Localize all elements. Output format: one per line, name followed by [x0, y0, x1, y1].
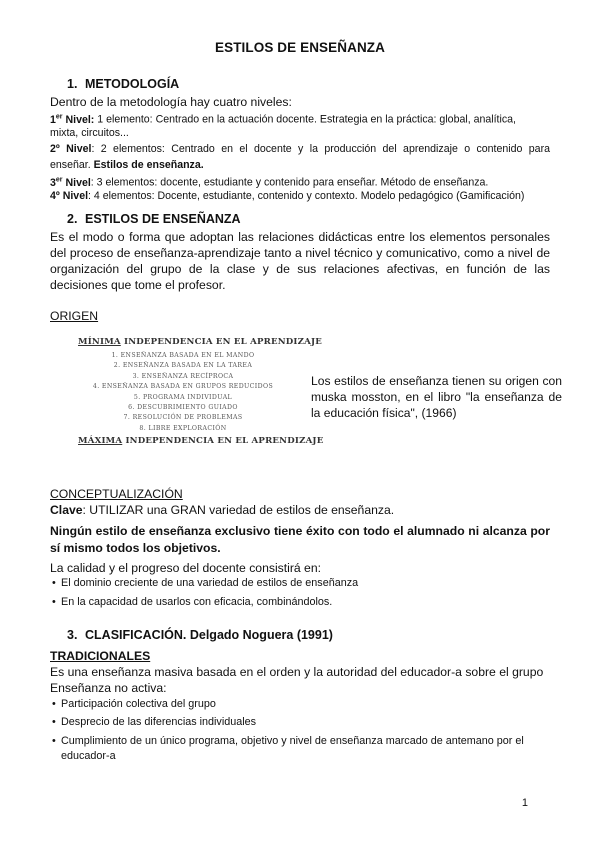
spectrum-figure — [78, 337, 324, 471]
tradicionales-line-2: Enseñanza no activa: — [50, 681, 167, 695]
list-item-text: Cumplimiento de un único programa, objetivo y nivel de enseñanza marcado de antemano por el — [61, 735, 524, 747]
section-heading-metodologia — [67, 77, 179, 91]
list-item — [52, 697, 552, 712]
section-number: 1. — [67, 77, 78, 91]
nivel-2-cont — [50, 157, 550, 173]
origen-heading: ORIGEN — [50, 309, 99, 323]
nivel-2-label: 2º Nivel — [50, 143, 92, 155]
figure-item: 8. LIBRE EXPLORACIÓN — [139, 424, 227, 432]
nivel-1-sup: er — [55, 113, 63, 120]
figure-item: 6. DESCUBRIMIENTO GUIADO — [128, 404, 238, 412]
figure-item: 5. PROGRAMA INDIVIDUAL — [133, 393, 233, 401]
estilos-line-3: organización del grupo de la clase y de sus relaciones afectivas, en función de las — [50, 262, 550, 276]
nivel-4-label: 4º Nivel — [50, 190, 89, 202]
figure-item: 3. ENSEÑANZA RECÍPROCA — [132, 372, 234, 380]
nivel-3-text: : 3 elementos: docente, estudiante y contenido para enseñar. Método de enseñanza. — [90, 176, 489, 189]
document-title: ESTILOS DE ENSEÑANZA — [214, 40, 386, 55]
metodologia-intro: Dentro de la metodología hay cuatro niveles: — [50, 95, 292, 109]
list-item-text-cont: educador-a — [61, 750, 116, 762]
section-heading-estilos — [67, 212, 241, 226]
estilos-line-2: del proceso de enseñanza-aprendizaje tanto a nivel técnico y comunicativo, como a nivel de — [50, 246, 550, 260]
figure-top-rest: INDEPENDENCIA EN EL APRENDIZAJE — [120, 337, 322, 347]
list-item — [52, 595, 552, 610]
figure-item: 7. RESOLUCIÓN DE PROBLEMAS — [123, 414, 243, 422]
conceptualizacion-heading: CONCEPTUALIZACIÓN — [50, 487, 183, 501]
nivel-1-num: 1 — [50, 113, 56, 126]
figure-bottom-maxima: MÁXIMA — [78, 436, 123, 447]
figure-item: 2. ENSEÑANZA BASADA EN LA TAREA — [113, 362, 253, 370]
section-number: 2. — [67, 212, 78, 226]
nivel-2-text: : 2 elementos: Centrado en el docente y la producción del aprendizaje o contenido para — [91, 143, 550, 155]
nivel-1-tail: Nivel: — [62, 113, 95, 126]
nivel-3-tail: Nivel — [62, 176, 91, 189]
nivel-3-num: 3 — [50, 176, 56, 189]
figure-bottom-rest: INDEPENDENCIA EN EL APRENDIZAJE — [122, 436, 324, 447]
nivel-4 — [50, 188, 550, 204]
nivel-2 — [50, 141, 550, 157]
bullet-icon: • — [52, 577, 56, 589]
origen-side-text: Los estilos de enseñanza tienen su origen con muska mosston, en el libro "la enseñanza de la educación física", (1966) — [311, 374, 562, 420]
bullet-icon: • — [52, 698, 56, 710]
bullet-icon: • — [52, 735, 56, 747]
nivel-4-text: : 4 elementos: Docente, estudiante, contenido y contexto. Modelo pedagógico (Gamificación) — [88, 190, 525, 202]
list-item — [52, 576, 552, 591]
figure-bottom-label — [78, 436, 324, 447]
clave-label: Clave — [50, 503, 83, 517]
list-item — [52, 734, 552, 764]
key-statement-line-2: sí mismo todos los objetivos. — [50, 541, 221, 555]
section-label: CLASIFICACIÓN. Delgado Noguera (1991) — [85, 628, 333, 642]
list-item-text: En la capacidad de usarlos con eficacia, combinándolos. — [61, 596, 333, 608]
clave-line — [50, 502, 550, 518]
nivel-2-cont-b: Estilos de enseñanza. — [93, 159, 204, 171]
nivel-1-label — [50, 114, 94, 126]
estilos-line-1: Es el modo o forma que adoptan las relaciones didácticas entre los elementos personales — [50, 230, 550, 244]
figure-item: 1. ENSEÑANZA BASADA EN EL MANDO — [111, 352, 255, 359]
calidad-intro: La calidad y el progreso del docente consistirá en: — [50, 561, 321, 575]
nivel-3-label — [50, 177, 91, 189]
tradicionales-line-1: Es una enseñanza masiva basada en el orden y la autoridad del educador-a sobre el grupo — [50, 665, 544, 679]
list-item-text: El dominio creciente de una variedad de estilos de enseñanza — [61, 577, 359, 589]
section-label: METODOLOGÍA — [85, 77, 180, 91]
list-item — [52, 715, 552, 730]
section-heading-clasificacion — [67, 628, 333, 642]
page-number: 1 — [521, 797, 528, 809]
section-number: 3. — [67, 628, 78, 642]
figure-top-label — [78, 337, 322, 347]
tradicionales-heading: TRADICIONALES — [50, 649, 151, 663]
figure-item: 4. ENSEÑANZA BASADA EN GRUPOS REDUCIDOS — [92, 383, 274, 391]
list-item-text: Desprecio de las diferencias individuales — [61, 716, 257, 728]
figure-top-minima: MÍNIMA — [78, 337, 121, 347]
list-item-text: Participación colectiva del grupo — [61, 698, 216, 710]
key-statement-line-1: Ningún estilo de enseñanza exclusivo tiene éxito con todo el alumnado ni alcanza por — [50, 524, 550, 538]
section-label: ESTILOS DE ENSEÑANZA — [85, 212, 241, 226]
estilos-line-4: decisiones que tome el profesor. — [50, 278, 226, 292]
nivel-2-cont-a: enseñar. — [50, 159, 94, 171]
bullet-icon: • — [52, 596, 56, 608]
nivel-3-sup: er — [55, 176, 63, 183]
bullet-icon: • — [52, 716, 56, 728]
clave-text: : UTILIZAR una GRAN variedad de estilos de enseñanza. — [82, 503, 395, 517]
nivel-1-text: 1 elemento: Centrado en la actuación docente. Estrategia en la práctica: global, analítica, — [94, 113, 516, 126]
nivel-1-cont: mixta, circuitos... — [50, 127, 129, 139]
